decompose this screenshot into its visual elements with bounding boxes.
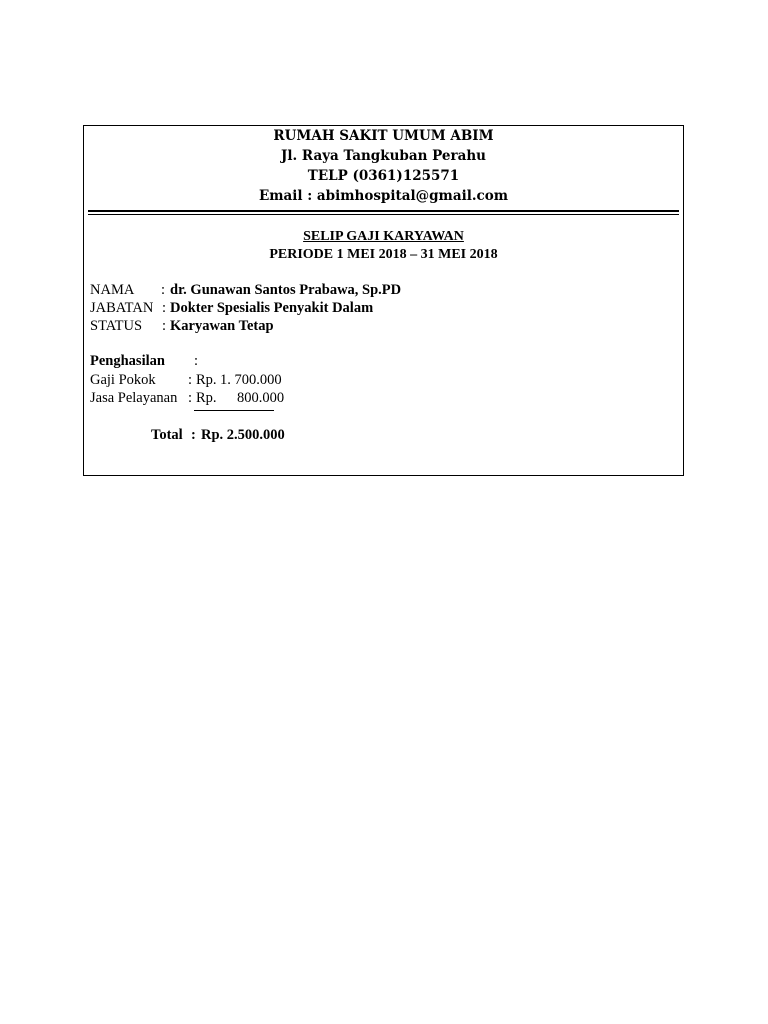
header-divider-bottom xyxy=(88,214,679,215)
name-separator: : xyxy=(161,282,166,298)
salary-slip xyxy=(83,125,684,476)
hospital-phone: TELP (0361)125571 xyxy=(307,168,460,184)
slip-title: SELIP GAJI KARYAWAN xyxy=(303,229,464,244)
service-fee-currency: Rp. xyxy=(196,390,217,406)
position-value: Dokter Spesialis Penyakit Dalam xyxy=(170,300,374,316)
sum-underline xyxy=(194,410,274,411)
total-separator: : xyxy=(191,427,196,443)
basic-salary-amount: 1. 700.000 xyxy=(220,372,282,388)
status-label: STATUS xyxy=(90,318,143,334)
basic-salary-label: Gaji Pokok xyxy=(90,372,156,388)
basic-salary-currency: Rp. xyxy=(196,372,217,388)
status-separator: : xyxy=(162,318,167,334)
header-divider-top xyxy=(88,210,679,212)
total-label: Total xyxy=(151,427,183,443)
basic-salary-separator: : xyxy=(188,372,193,388)
income-heading: Penghasilan xyxy=(90,353,165,369)
name-value: dr. Gunawan Santos Prabawa, Sp.PD xyxy=(170,282,402,298)
service-fee-amount: 800.000 xyxy=(237,390,285,406)
hospital-name: RUMAH SAKIT UMUM ABIM xyxy=(273,128,494,144)
slip-period: PERIODE 1 MEI 2018 – 31 MEI 2018 xyxy=(269,247,498,262)
service-fee-separator: : xyxy=(188,390,193,406)
name-label: NAMA xyxy=(90,282,135,298)
income-heading-separator: : xyxy=(194,353,199,369)
hospital-address: Jl. Raya Tangkuban Perahu xyxy=(281,148,486,164)
hospital-email: Email : abimhospital@gmail.com xyxy=(258,188,509,204)
status-value: Karyawan Tetap xyxy=(170,318,274,334)
position-separator: : xyxy=(162,300,167,316)
total-value: Rp. 2.500.000 xyxy=(201,427,285,443)
service-fee-label: Jasa Pelayanan xyxy=(90,390,178,406)
position-label: JABATAN xyxy=(90,300,154,316)
